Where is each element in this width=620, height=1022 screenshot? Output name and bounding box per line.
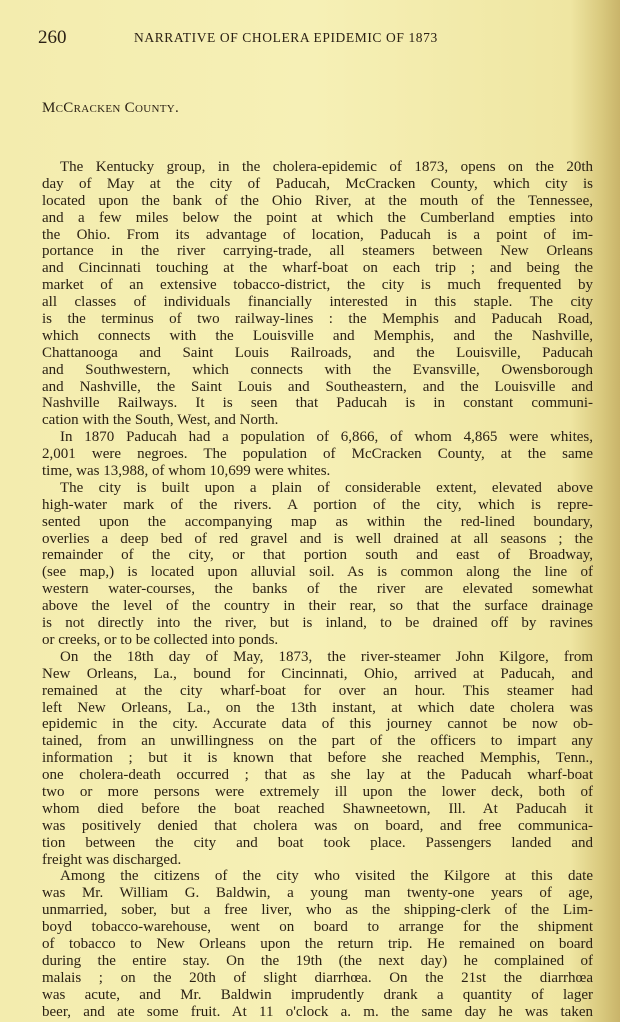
text-line: Chattanooga and Saint Louis Railroads, and the Louisville, Paducah bbox=[42, 344, 593, 361]
text-line: western water-courses, the banks of the river are elevated somewhat bbox=[42, 581, 593, 598]
text-line: market of an extensive tobacco-district, the city is much frequented by bbox=[42, 277, 593, 294]
text-line: high-water mark of the rivers. A portion of the city, which is repre- bbox=[42, 496, 593, 513]
text-line: New Orleans, La., bound for Cincinnati, Ohio, arrived at Paducah, and bbox=[42, 665, 593, 682]
text-line: 2,001 were negroes. The population of McCracken County, at the same bbox=[42, 446, 593, 463]
section-heading: McCracken County. bbox=[42, 100, 180, 116]
text-line: is the terminus of two railway-lines : the Memphis and Paducah Road, bbox=[42, 311, 593, 328]
running-title: NARRATIVE OF CHOLERA EPIDEMIC OF 1873 bbox=[134, 30, 438, 45]
text-line: is not directly into the river, but is inland, to be drained off by ravines bbox=[42, 615, 593, 632]
text-line: information ; but it is known that before she reached Memphis, Tenn., bbox=[42, 750, 593, 767]
text-line: sented upon the accompanying map as within the red-lined boundary, bbox=[42, 513, 593, 530]
text-line: of tobacco to New Orleans upon the return trip. He remained on board bbox=[42, 935, 593, 952]
paragraph bbox=[42, 868, 593, 1020]
text-line: remainder of the city, or that portion south and east of Broadway, bbox=[42, 547, 593, 564]
text-line: and Southwestern, which connects with the Evansville, Owensborough bbox=[42, 361, 593, 378]
text-line: boyd tobacco-warehouse, went on board to arrange for the shipment bbox=[42, 919, 593, 936]
text-line: two or more persons were extremely ill upon the lower deck, both of bbox=[42, 783, 593, 800]
text-line: tion between the city and boat took place. Passengers landed and bbox=[42, 834, 593, 851]
text-line: tained, from an unwillingness on the part of the officers to impart any bbox=[42, 733, 593, 750]
text-line: during the entire stay. On the 19th (the next day) he complained of bbox=[42, 952, 593, 969]
paragraph bbox=[42, 649, 593, 869]
text-line: and a few miles below the point at which the Cumberland empties into bbox=[42, 209, 593, 226]
text-line: overlies a deep bed of red gravel and is well drained at all seasons ; the bbox=[42, 530, 593, 547]
text-line: time, was 13,988, of whom 10,699 were whites. bbox=[42, 463, 331, 480]
paragraph bbox=[42, 429, 593, 480]
text-line: The Kentucky group, in the cholera-epidemic of 1873, opens on the 20th bbox=[60, 159, 593, 175]
text-line: The city is built upon a plain of considerable extent, elevated above bbox=[60, 479, 593, 496]
text-line: above the level of the country in their rear, so that the surface drainage bbox=[42, 598, 593, 615]
text-line: located upon the bank of the Ohio River, at the mouth of the Tennessee, bbox=[42, 192, 593, 209]
body-text bbox=[42, 159, 593, 1020]
text-line: cation with the South, West, and North. bbox=[42, 412, 279, 429]
text-line: remained at the city wharf-boat for over an hour. This steamer had bbox=[42, 682, 593, 699]
text-line: beer, and ate some fruit. At 11 o'clock a. m. the same day he was taken bbox=[42, 1003, 593, 1020]
text-line: malais ; on the 20th of slight diarrhœa. On the 21st the diarrhœa bbox=[42, 969, 593, 986]
text-line: left New Orleans, La., on the 13th instant, at which date cholera was bbox=[42, 699, 593, 716]
text-line: was acute, and Mr. Baldwin imprudently drank a quantity of lager bbox=[42, 986, 593, 1003]
text-line: the Ohio. From its advantage of location, Paducah is a point of im- bbox=[42, 226, 593, 243]
text-line: and Nashville, the Saint Louis and Southeastern, and the Louisville and bbox=[42, 378, 593, 395]
text-line: epidemic in the city. Accurate data of this journey cannot be now ob- bbox=[42, 716, 593, 733]
text-line: all classes of individuals financially interested in this staple. The city bbox=[42, 294, 593, 311]
text-line: was Mr. William G. Baldwin, a young man twenty-one years of age, bbox=[42, 885, 593, 902]
text-line: freight was discharged. bbox=[42, 851, 182, 868]
text-line: and Cincinnati touching at the wharf-boat on each trip ; and being the bbox=[42, 260, 593, 277]
text-line: or creeks, or to be collected into ponds. bbox=[42, 631, 279, 648]
text-line: On the 18th day of May, 1873, the river-steamer John Kilgore, from bbox=[60, 648, 593, 665]
text-line: Among the citizens of the city who visited the Kilgore at this date bbox=[60, 868, 593, 885]
text-line: (see map,) is located upon alluvial soil. As is common along the line of bbox=[42, 564, 593, 581]
paragraph bbox=[42, 480, 593, 649]
text-line: which connects with the Louisville and Memphis, and the Nashville, bbox=[42, 327, 593, 344]
text-line: portance in the river carrying-trade, all steamers between New Orleans bbox=[42, 243, 593, 260]
text-line: whom died before the boat reached Shawneetown, Ill. At Paducah it bbox=[42, 800, 593, 817]
page-number: 260 bbox=[38, 27, 67, 48]
text-line: one cholera-death occurred ; that as she lay at the Paducah wharf-boat bbox=[42, 767, 593, 784]
text-line: In 1870 Paducah had a population of 6,866, of whom 4,865 were whites, bbox=[60, 429, 593, 446]
text-line: unmarried, sober, but a free liver, who as the shipping-clerk of the Lim- bbox=[42, 902, 593, 919]
paragraph bbox=[42, 159, 593, 429]
text-line: was positively denied that cholera was on board, and free communica- bbox=[42, 817, 593, 834]
text-line: Nashville Railways. It is seen that Paducah is in constant communi- bbox=[42, 395, 593, 412]
text-line: day of May at the city of Paducah, McCracken County, which city is bbox=[42, 175, 593, 192]
